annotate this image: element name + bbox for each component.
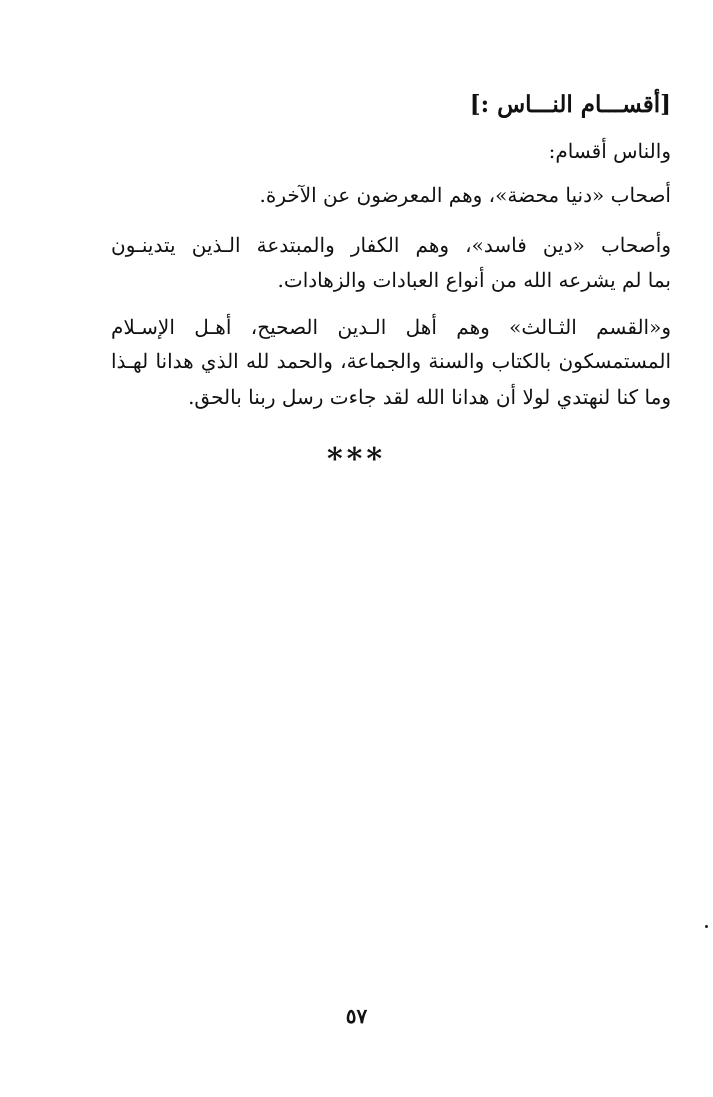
scan-artifact-dot [705,925,708,928]
paragraph-line: و«القسم الثـالث» وهم أهل الـدين الصحيح، أهـل الإسـلام [111,315,671,339]
paragraph-line: أصحاب «دنيا محضة»، وهم المعرضون عن الآخرة. [259,183,671,207]
page-number: ٥٧ [345,1004,368,1028]
paragraph-line: بما لم يشرعه الله من أنواع العبادات والزهادات. [277,268,671,292]
section-separator: *** [326,442,387,477]
paragraph-line: وما كنا لنهتدي لولا أن هدانا الله لقد جاءت رسل ربنا بالحق. [188,385,671,409]
section-heading: [أقســـام النـــاس :] [469,91,671,118]
paragraph-line: المستمسكون بالكتاب والسنة والجماعة، والحمد لله الذي هدانا لهـذا [111,349,671,373]
paragraph-line: وأصحاب «دين فاسد»، وهم الكفار والمبتدعة الـذين يتدينـون [111,233,671,257]
paragraph-line: والناس أقسام: [548,139,671,163]
